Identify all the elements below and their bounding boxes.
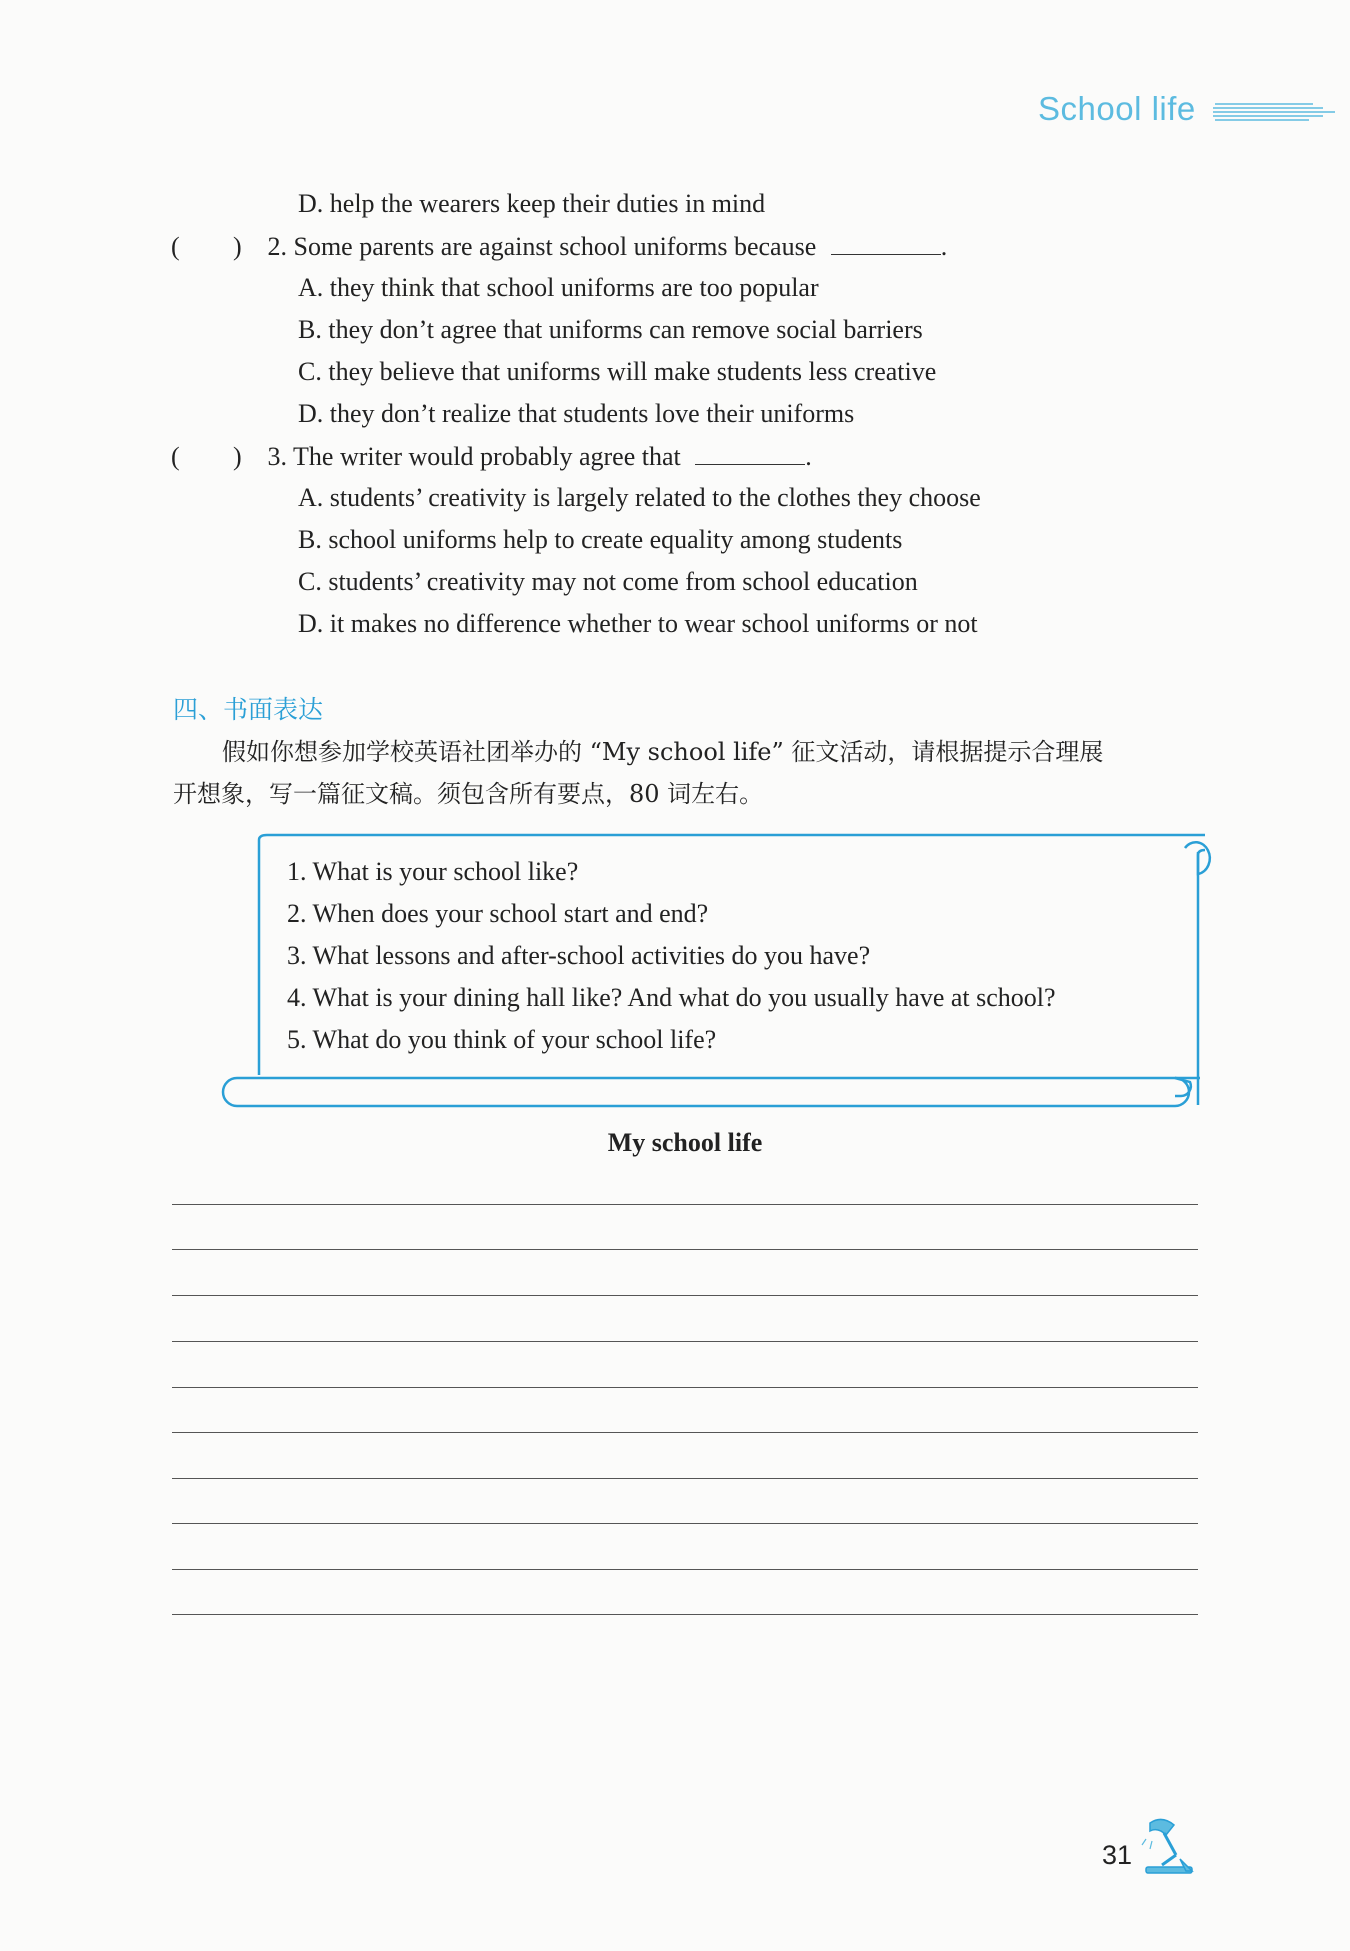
option-a: A. they think that school uniforms are too popular [298,273,819,302]
answer-paren-close: ) [233,232,242,261]
desk-lamp-icon [1140,1815,1198,1877]
option-prev-d: D. help the wearers keep their duties in mind [298,189,766,218]
answer-blank[interactable] [695,440,805,465]
answer-blank[interactable] [831,230,941,255]
option-a: A. students’ creativity is largely related to the clothes they choose [298,483,981,512]
question-period: . [940,232,948,261]
question-2 [171,230,947,263]
option-d: D. they don’t realize that students love their uniforms [298,399,855,428]
option-c: C. they believe that uniforms will make students less creative [298,357,937,386]
option-c: C. students’ creativity may not come from school education [298,567,918,596]
writing-line[interactable] [172,1614,1198,1615]
writing-line[interactable] [172,1569,1198,1570]
writing-line[interactable] [172,1523,1198,1524]
writing-line[interactable] [172,1478,1198,1479]
writing-line[interactable] [172,1295,1198,1296]
writing-line[interactable] [172,1249,1198,1250]
question-number: 2. [267,232,287,261]
instruction-line-2: 开想象，写一篇征文稿。须包含所有要点，80 词左右。 [173,780,764,808]
section-heading-writing: 四、书面表达 [173,695,324,724]
header-stripes-decoration [1213,100,1335,126]
question-number: 3. [267,442,287,471]
option-d: D. it makes no difference whether to wear school uniforms or not [298,609,978,638]
running-header-title: School life [1038,90,1196,127]
page-number: 31 [1102,1840,1133,1870]
question-period: . [805,442,812,471]
writing-line[interactable] [172,1204,1198,1205]
prompt-item: 1. What is your school like? [287,857,579,886]
writing-line[interactable] [172,1341,1198,1342]
prompt-item: 3. What lessons and after-school activities do you have? [287,941,871,970]
answer-paren-open: ( [171,232,180,261]
option-b: B. they don’t agree that uniforms can remove social barriers [298,315,923,344]
prompt-item: 4. What is your dining hall like? And what do you usually have at school? [287,983,1056,1012]
prompt-item: 2. When does your school start and end? [287,899,709,928]
writing-line[interactable] [172,1432,1198,1433]
question-stem: The writer would probably agree that [293,442,681,471]
prompt-item: 5. What do you think of your school life? [287,1025,717,1054]
answer-paren-close: ) [233,442,242,471]
answer-paren-open: ( [171,442,180,471]
instruction-line-1: 假如你想参加学校英语社团举办的 “My school life” 征文活动，请根据提示合理展 [222,738,1104,766]
writing-line[interactable] [172,1387,1198,1388]
essay-title: My school life [607,1128,763,1157]
question-3 [171,440,812,473]
option-b: B. school uniforms help to create equality among students [298,525,903,554]
question-stem: Some parents are against school uniforms because [293,232,817,261]
